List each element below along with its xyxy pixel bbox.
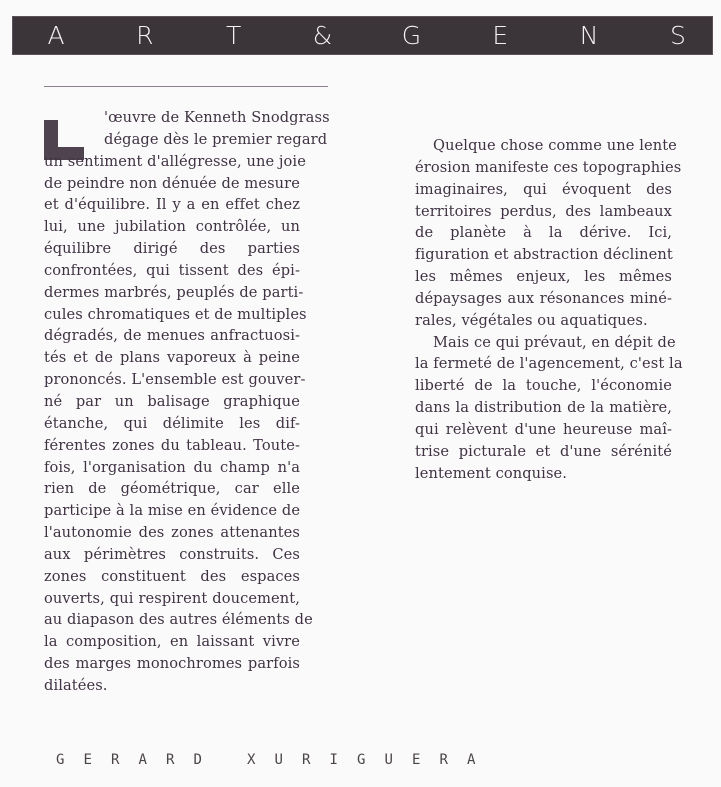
text-line: rien de géométrique, car elle [44,480,300,498]
byline-letter: X [247,752,256,768]
text-line: lui, une jubilation contrôlée, un [44,218,300,236]
text-line: territoires perdus, des lambeaux [415,202,672,220]
text-line: au diapason des autres éléments de [44,611,313,629]
byline-letter: I [329,752,338,768]
byline-letter: U [384,752,393,768]
text-line: équilibre dirigé des parties [44,240,300,258]
banner-letter: & [312,21,333,50]
text-line: de planète à la dérive. Ici, [415,224,672,242]
text-line: né par un balisage graphique [44,392,300,410]
text-line: liberté de la touche, l'économie [415,377,672,395]
paragraph [415,135,682,332]
byline-spacer [221,752,247,768]
byline-letter: R [302,752,311,768]
banner-title [12,16,713,55]
byline-letter: G [357,752,366,768]
text-line: cules chromatiques et de multiples [44,305,307,323]
author-first-name [56,752,221,768]
text-line: un sentiment d'allégresse, une joie [44,152,306,170]
byline-letter: R [111,752,120,768]
byline-letter: A [467,752,476,768]
byline-letter: A [138,752,147,768]
text-line: dilatées. [44,676,108,694]
byline-letter: D [193,752,202,768]
text-line: et d'équilibre. Il y a en effet chez [44,196,300,214]
banner-letter: T [226,21,242,50]
text-line: dans la distribution de la matière, [415,399,672,417]
text-line: lentement conquise. [415,464,568,482]
text-line: Quelque chose comme une lente [433,137,677,154]
text-line: férentes zones du tableau. Toute- [44,436,300,454]
text-line: 'œuvre de Kenneth Snodgrass [104,109,330,126]
text-line: rales, végétales ou aquatiques. [415,311,648,329]
author-byline [56,752,495,768]
text-line: dermes marbrés, peuplés de parti- [44,283,304,301]
article-column-left [44,107,330,697]
column-divider-rule [44,86,328,87]
text-line: de peindre non dénuée de mesure [44,174,300,192]
article-column-right [415,135,683,485]
text-line: fois, l'organisation du champ n'a [44,458,300,476]
text-line: imaginaires, qui évoquent des [415,180,672,198]
text-line: figuration et abstraction déclinent [415,246,673,264]
byline-letter: R [439,752,448,768]
byline-letter: E [83,752,92,768]
byline-letter: R [166,752,175,768]
banner-letter: A [47,21,65,50]
byline-letter: U [274,752,283,768]
section-banner [12,16,713,55]
text-line: aux périmètres construits. Ces [44,545,300,563]
paragraph [415,332,683,485]
text-line: dépaysages aux résonances miné- [415,289,672,307]
text-line: confrontées, qui tissent des épi- [44,261,300,279]
text-line: dégradés, de menues anfractuosi- [44,327,300,345]
text-line: étanche, qui délimite les dif- [44,414,300,432]
text-line: participe à la mise en évidence de [44,502,301,520]
author-last-name [247,752,495,768]
byline-letter: G [56,752,65,768]
banner-letter: G [401,21,422,50]
text-line: érosion manifeste ces topographies [415,158,682,176]
text-line: la composition, en laissant vivre [44,633,300,651]
text-line: ouverts, qui respirent doucement, [44,589,300,607]
text-line: zones constituent des espaces [44,567,300,585]
text-line: tés et de plans vaporeux à peine [44,349,300,367]
banner-letter: S [669,21,686,50]
text-line: l'autonomie des zones attenantes [44,524,300,542]
text-line: des marges monochromes parfois [44,655,300,673]
text-line: dégage dès le premier regard [104,130,328,148]
text-line: les mêmes enjeux, les mêmes [415,268,672,286]
text-line: la fermeté de l'agencement, c'est la [415,355,683,373]
banner-letter: E [492,21,509,50]
banner-letter: N [579,21,599,50]
text-line: trise picturale et d'une sérénité [415,442,672,460]
byline-letter: E [412,752,421,768]
text-line: prononcés. L'ensemble est gouver- [44,371,306,389]
banner-letter: R [136,21,154,50]
text-line: Mais ce qui prévaut, en dépit de [433,333,676,351]
text-line: qui relèvent d'une heureuse maî- [415,420,672,438]
